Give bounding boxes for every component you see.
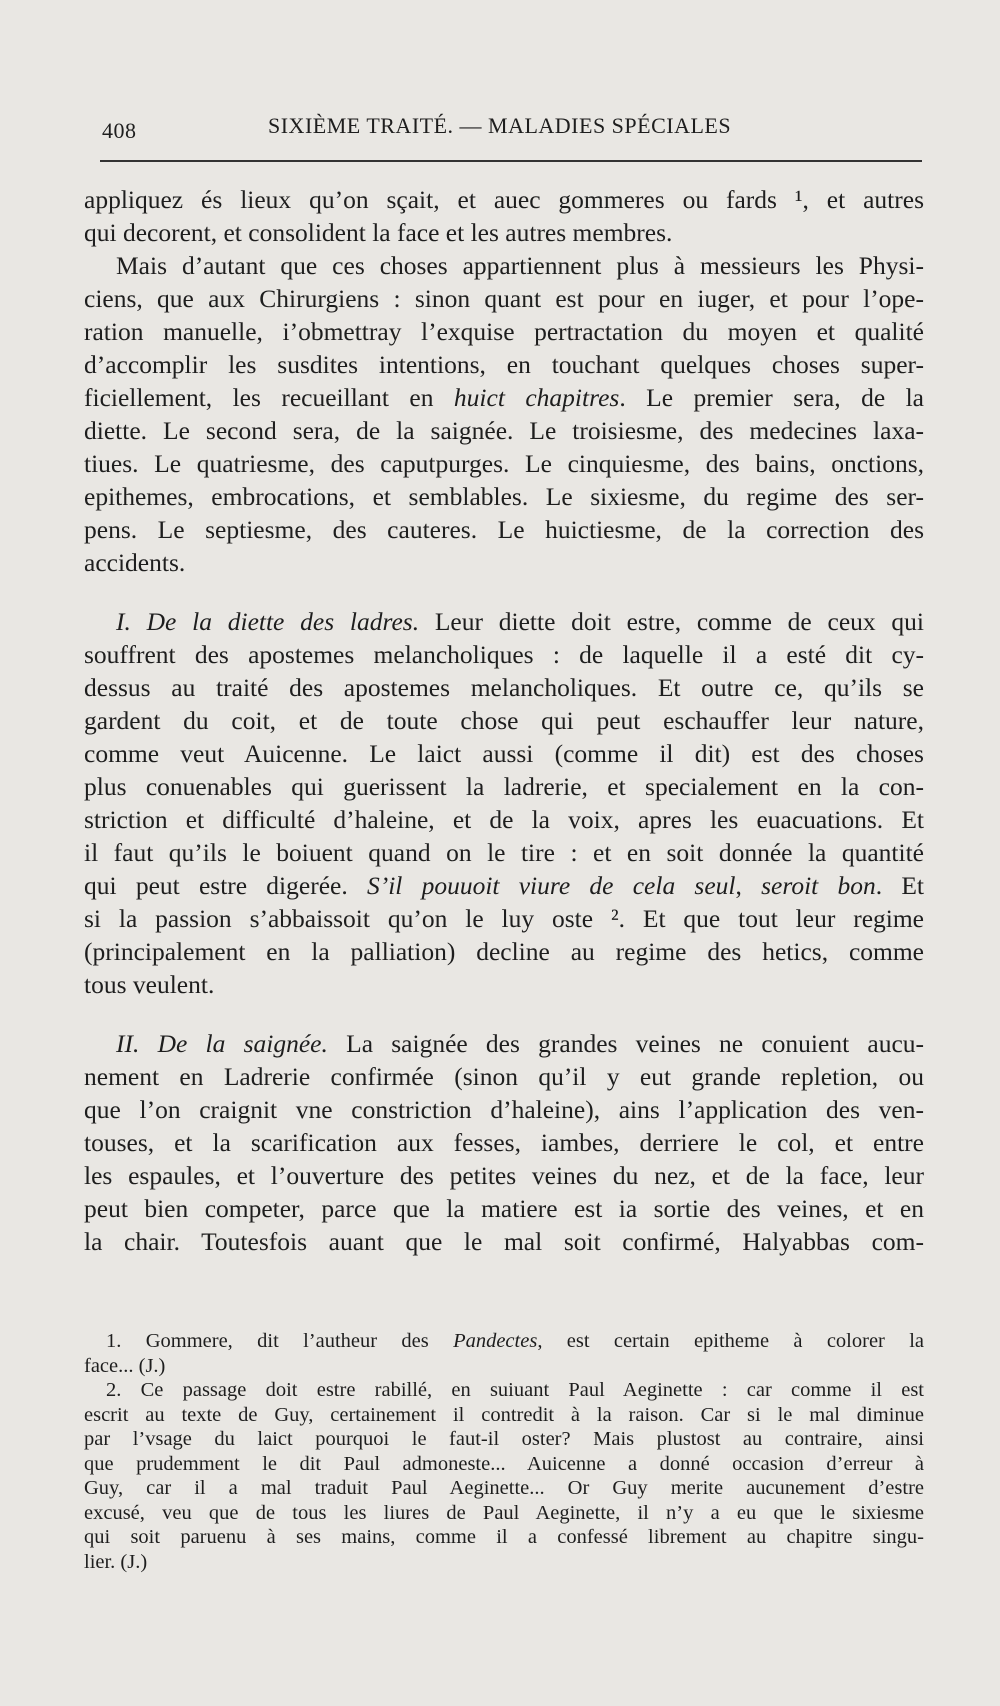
text-line: d’accomplir les susdites intentions, en touchant quelques choses super- [84,350,924,379]
page-number: 408 [102,118,137,143]
text-line: Mais d’autant que ces choses appartiennent plus à messieurs les Physi- [116,251,924,280]
section-heading-line [84,1027,924,1060]
text-line: ciens, que aux Chirurgiens : sinon quant est pour en iuger, et pour l’ope- [84,284,924,313]
italic-segment: Pandectes [453,1330,538,1352]
text-line: striction et difficulté d’haleine, et de la voix, apres les euacuations. Et [84,805,924,834]
text-segment: qui peut estre digerée. [84,871,367,900]
footnotes [84,1329,924,1574]
text-line: appliquez és lieux qu’on sçait, et auec gommeres ou fards ¹, et autres [84,185,924,214]
footnote-line: Guy, car il a mal traduit Paul Aeginette... Or Guy merite aucunement d’estre [84,1477,924,1499]
section-title: I. De la diette des ladres. [116,607,420,636]
text-line: si la passion s’abbaissoit qu’on le luy oste ². Et que tout leur regime [84,904,924,933]
text-line: que l’on craignit vne constriction d’haleine), ains l’application des ven- [84,1095,924,1124]
text-line: accidents. [84,548,186,577]
text-segment: . Le premier sera, de la [619,383,924,412]
text-line: tiues. Le quatriesme, des caputpurges. Le cinquiesme, des bains, onctions, [84,449,924,478]
text-segment: La saignée des grandes veines ne conuient aucu- [327,1029,925,1058]
footnote-line [84,1329,924,1354]
italic-segment: seroit bon [761,871,876,900]
footnote-line: escrit au texte de Guy, certainement il contredit à la raison. Car si le mal diminue [84,1403,924,1426]
italic-segment: huict chapitres [453,383,620,412]
section-heading-line [84,605,924,638]
section-gap [84,1001,924,1027]
text-line: comme veut Auicenne. Le laict aussi (comme il dit) est des choses [84,739,924,768]
text-line [84,869,924,902]
text-line: ration manuelle, i’obmettray l’exquise pertractation du moyen et qualité [84,317,924,346]
text-line: (principalement en la palliation) decline au regime des hetics, comme [84,937,924,966]
section-gap [84,579,924,605]
text-line: tous veulent. [84,970,215,999]
text-line: gardent du coit, et de toute chose qui peut eschauffer leur nature, [84,706,924,735]
text-line: il faut qu’ils le boiuent quand on le tire : et en soit donnée la quantité [84,838,924,867]
text-segment: 1. Gommere, dit l’autheur des [106,1330,454,1352]
text-line [84,381,924,414]
text-segment: , [735,871,762,900]
footnote-line: par l’vsage du laict pourquoi le faut-il oster? Mais plustost au contraire, ainsi [84,1428,924,1450]
section-title: II. De la saignée. [116,1029,328,1058]
text-line: dessus au traité des apostemes melancholiques. Et outre ce, qu’ils se [84,673,924,702]
text-segment: Leur diette doit estre, comme de ceux qui [419,607,924,636]
footnote-line: 2. Ce passage doit estre rabillé, en suiuant Paul Aeginette : car comme il est [106,1379,924,1401]
text-line: nement en Ladrerie confirmée (sinon qu’il y eut grande repletion, ou [84,1062,924,1091]
text-line: qui decorent, et consolident la face et les autres membres. [84,218,673,247]
running-title: SIXIÈME TRAITÉ. — MALADIES SPÉCIALES [268,113,732,138]
text-line: souffrent des apostemes melancholiques : de laquelle il a esté dit cy- [84,640,924,669]
footnote-line: que prudemment le dit Paul admoneste... Auicenne a donné occasion d’erreur à [84,1452,924,1475]
footnote-line: lier. (J.) [84,1550,148,1573]
text-line: plus conuenables qui guerissent la ladrerie, et specialement en la con- [84,772,924,801]
text-line: pens. Le septiesme, des cauteres. Le huictiesme, de la correction des [84,515,924,544]
text-line: touses, et la scarification aux fesses, iambes, derriere le col, et entre [84,1128,924,1157]
text-line: les espaules, et l’ouverture des petites veines du nez, et de la face, leur [84,1161,924,1190]
header-rule [100,160,922,162]
footnote-line: qui soit paruenu à ses mains, comme il a confessé librement au chapitre singu- [84,1526,924,1548]
italic-segment: S’il pouuoit viure de cela seul [366,871,736,900]
text-segment: . Et [875,871,924,900]
text-line: peut bien competer, parce que la matiere est ia sortie des veines, et en [84,1194,924,1223]
text-segment: , est certain epitheme à colorer la [537,1330,924,1352]
footnote-line: face... (J.) [84,1354,166,1377]
text-line: epithemes, embrocations, et semblables. Le sixiesme, du regime des ser- [84,482,924,511]
main-text [84,183,924,1258]
footnote-line: excusé, veu que de tous les liures de Paul Aeginette, il n’y a eu que le sixiesme [84,1501,924,1524]
text-line: diette. Le second sera, de la saignée. Le troisiesme, des medecines laxa- [84,416,924,445]
text-line: la chair. Toutesfois auant que le mal soit confirmé, Halyabbas com- [84,1227,924,1256]
text-segment: ficiellement, les recueillant en [84,383,454,412]
